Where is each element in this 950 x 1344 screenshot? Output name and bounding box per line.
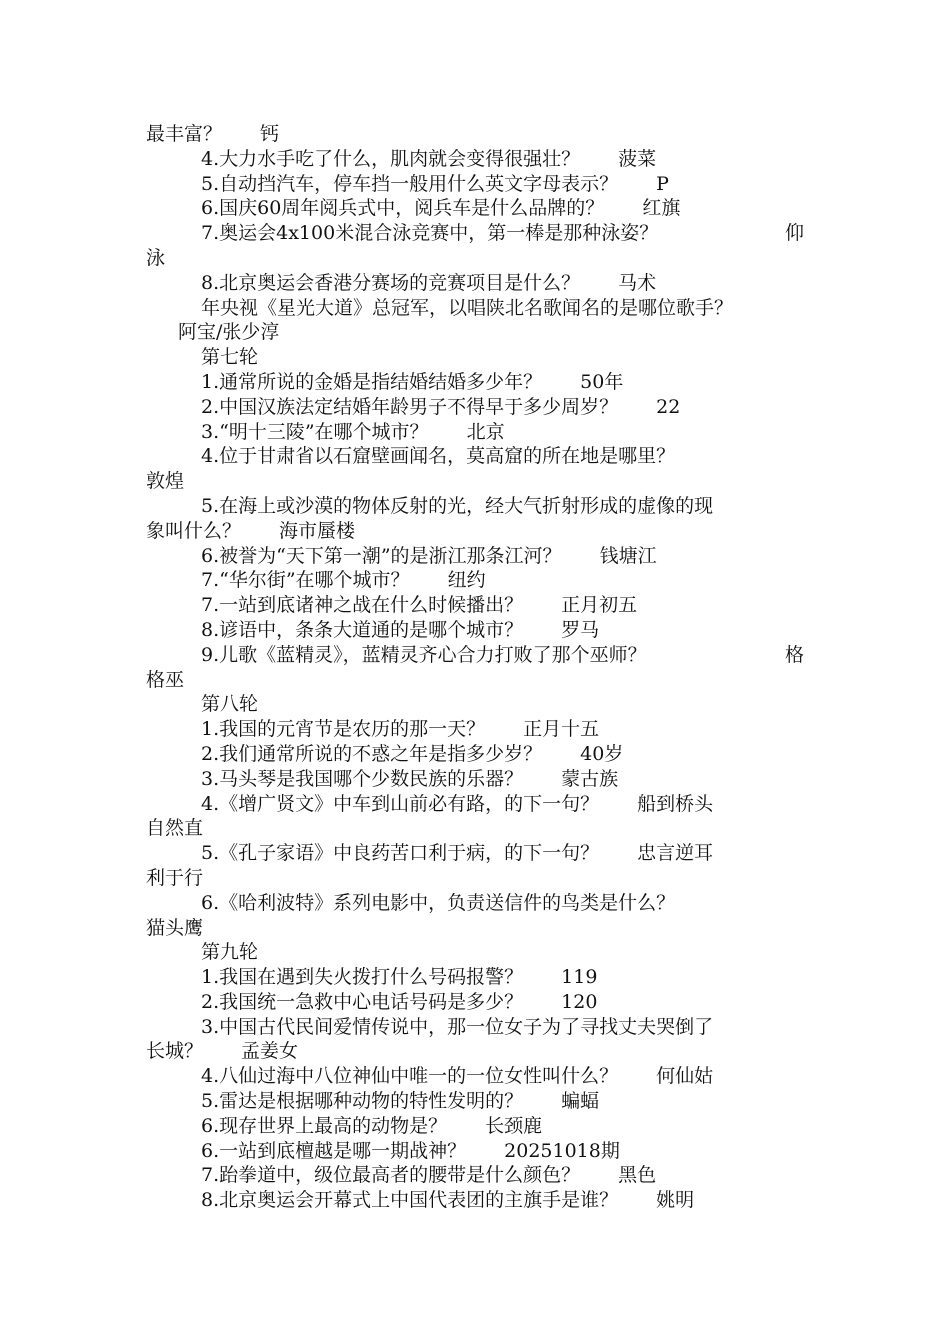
quiz-line bbox=[0, 841, 950, 866]
quiz-line bbox=[0, 296, 950, 321]
answer-text: 孟姜女 bbox=[241, 1040, 299, 1063]
line-text: 5.自动挡汽车，停车挡一般用什么英文字母表示？ bbox=[201, 172, 619, 195]
line-text: 4.八仙过海中八位神仙中唯一的一位女性叫什么？ bbox=[201, 1065, 619, 1088]
quiz-line bbox=[0, 544, 950, 569]
line-text: 1.我国的元宵节是农历的那一天？ bbox=[201, 718, 486, 741]
line-text: 8.北京奥运会香港分赛场的竞赛项目是什么？ bbox=[201, 271, 581, 294]
answer-text: 40岁 bbox=[580, 742, 624, 765]
answer-text: 北京 bbox=[466, 420, 505, 443]
quiz-line bbox=[0, 568, 950, 593]
quiz-line bbox=[0, 246, 950, 271]
quiz-line bbox=[0, 420, 950, 445]
line-text: 4.《增广贤文》中车到山前必有路，的下一句？ bbox=[201, 792, 600, 815]
quiz-line bbox=[0, 792, 950, 817]
quiz-line bbox=[0, 668, 950, 693]
line-text: 第八轮 bbox=[201, 693, 259, 716]
line-text: 5.《孔子家语》中良药苦口利于病，的下一句？ bbox=[201, 842, 600, 865]
answer-text: 海市蜃楼 bbox=[279, 519, 356, 542]
quiz-line bbox=[0, 1188, 950, 1213]
line-text: 4.位于甘肃省以石窟壁画闻名，莫高窟的所在地是哪里？ bbox=[201, 445, 676, 468]
line-text: 7.“华尔街”在哪个城市？ bbox=[201, 569, 410, 592]
answer-text: 119 bbox=[561, 966, 598, 989]
answer-text: 20251018期 bbox=[504, 1139, 620, 1162]
answer-text: 钱塘江 bbox=[599, 544, 657, 567]
line-text: 3.马头琴是我国哪个少数民族的乐器？ bbox=[201, 767, 524, 790]
quiz-line bbox=[0, 742, 950, 767]
document-page bbox=[0, 122, 950, 1213]
line-text: 2.中国汉族法定结婚年龄男子不得早于多少周岁？ bbox=[201, 395, 619, 418]
line-text: 7.奥运会4x100米混合泳竞赛中，第一棒是那种泳姿？ bbox=[201, 222, 659, 245]
line-text: 8.北京奥运会开幕式上中国代表团的主旗手是谁？ bbox=[201, 1189, 619, 1212]
line-text: 5.雷达是根据哪种动物的特性发明的？ bbox=[201, 1090, 524, 1113]
answer-text: 仰 bbox=[784, 222, 804, 245]
quiz-line bbox=[0, 1064, 950, 1089]
line-text: 格巫 bbox=[146, 668, 185, 691]
line-text: 3.中国古代民间爱情传说中，那一位女子为了寻找丈夫哭倒了 bbox=[201, 1015, 714, 1038]
quiz-line bbox=[0, 965, 950, 990]
line-text: 6.一站到底檀越是哪一期战神？ bbox=[201, 1139, 467, 1162]
quiz-line bbox=[0, 618, 950, 643]
line-text: 利于行 bbox=[146, 866, 204, 889]
quiz-line bbox=[0, 767, 950, 792]
answer-text: 红旗 bbox=[642, 197, 681, 220]
quiz-line bbox=[0, 370, 950, 395]
quiz-line bbox=[0, 469, 950, 494]
quiz-line bbox=[0, 1114, 950, 1139]
line-text: 象叫什么？ bbox=[146, 519, 242, 542]
line-text: 第七轮 bbox=[201, 346, 259, 369]
answer-text: 船到桥头 bbox=[637, 792, 714, 815]
line-text: 6.国庆60周年阅兵式中，阅兵车是什么品牌的？ bbox=[201, 197, 605, 220]
answer-text: 何仙姑 bbox=[656, 1065, 714, 1088]
line-text: 1.通常所说的金婚是指结婚结婚多少年？ bbox=[201, 370, 543, 393]
round-heading bbox=[0, 940, 950, 965]
answer-text: 22 bbox=[656, 395, 681, 418]
quiz-line bbox=[0, 444, 950, 469]
quiz-line bbox=[0, 1039, 950, 1064]
line-text: 泳 bbox=[146, 246, 166, 269]
quiz-line bbox=[0, 816, 950, 841]
quiz-line bbox=[0, 271, 950, 296]
quiz-line bbox=[0, 147, 950, 172]
line-text: 敦煌 bbox=[146, 470, 185, 493]
answer-text: 忠言逆耳 bbox=[637, 842, 714, 865]
quiz-line bbox=[0, 1015, 950, 1040]
quiz-line bbox=[0, 519, 950, 544]
answer-text: 罗马 bbox=[561, 618, 600, 641]
answer-text: 格 bbox=[784, 643, 804, 666]
line-text: 猫头鹰 bbox=[146, 916, 204, 939]
answer-text: 蒙古族 bbox=[561, 767, 619, 790]
answer-text: 蝙蝠 bbox=[561, 1090, 600, 1113]
answer-text: 纽约 bbox=[447, 569, 486, 592]
line-text: 6.被誉为“天下第一潮”的是浙江那条江河？ bbox=[201, 544, 562, 567]
line-text: 8.谚语中，条条大道通的是哪个城市？ bbox=[201, 618, 524, 641]
line-text: 年央视《星光大道》总冠军，以唱陕北名歌闻名的是哪位歌手？ bbox=[201, 296, 734, 319]
line-text: 最丰富？ bbox=[146, 123, 223, 145]
answer-text: 钙 bbox=[260, 123, 280, 145]
line-text: 2.我们通常所说的不惑之年是指多少岁？ bbox=[201, 742, 543, 765]
answer-text: 正月十五 bbox=[523, 718, 600, 741]
round-heading bbox=[0, 692, 950, 717]
line-text: 2.我国统一急救中心电话号码是多少？ bbox=[201, 990, 524, 1013]
line-text: 自然直 bbox=[146, 817, 204, 840]
line-text: 长城？ bbox=[146, 1040, 204, 1063]
line-text: 5.在海上或沙漠的物体反射的光，经大气折射形成的虚像的现 bbox=[201, 494, 714, 517]
quiz-line bbox=[0, 1163, 950, 1188]
line-text: 阿宝/张少淳 bbox=[178, 321, 280, 344]
quiz-line bbox=[0, 717, 950, 742]
line-text: 第九轮 bbox=[201, 941, 259, 964]
quiz-line bbox=[0, 494, 950, 519]
quiz-line bbox=[0, 196, 950, 221]
answer-text: 正月初五 bbox=[561, 594, 638, 617]
quiz-line bbox=[0, 221, 950, 246]
answer-text: 黑色 bbox=[618, 1164, 657, 1187]
answer-text: 姚明 bbox=[656, 1189, 695, 1212]
quiz-line bbox=[0, 643, 950, 668]
answer-text: P bbox=[656, 172, 669, 195]
quiz-line bbox=[0, 990, 950, 1015]
quiz-line bbox=[0, 593, 950, 618]
answer-text: 长颈鹿 bbox=[485, 1114, 543, 1137]
quiz-line bbox=[0, 1089, 950, 1114]
line-text: 6.《哈利波特》系列电影中，负责送信件的鸟类是什么？ bbox=[201, 891, 676, 914]
answer-text: 50年 bbox=[580, 370, 624, 393]
line-text: 4.大力水手吃了什么，肌肉就会变得很强壮？ bbox=[201, 147, 581, 170]
round-heading bbox=[0, 345, 950, 370]
quiz-line bbox=[0, 891, 950, 916]
quiz-line bbox=[0, 866, 950, 891]
quiz-line bbox=[0, 916, 950, 941]
quiz-line bbox=[0, 395, 950, 420]
answer-text: 马术 bbox=[618, 271, 657, 294]
line-text: 3.“明十三陵”在哪个城市？ bbox=[201, 420, 429, 443]
line-text: 7.跆拳道中，级位最高者的腰带是什么颜色？ bbox=[201, 1164, 581, 1187]
quiz-line bbox=[0, 320, 950, 345]
quiz-line bbox=[0, 122, 950, 147]
quiz-line bbox=[0, 172, 950, 197]
line-text: 6.现存世界上最高的动物是？ bbox=[201, 1114, 448, 1137]
line-text: 7.一站到底诸神之战在什么时候播出？ bbox=[201, 594, 524, 617]
answer-text: 菠菜 bbox=[618, 147, 657, 170]
quiz-line bbox=[0, 1139, 950, 1164]
line-text: 9.儿歌《蓝精灵》，蓝精灵齐心合力打败了那个巫师？ bbox=[201, 643, 647, 666]
answer-text: 120 bbox=[561, 990, 598, 1013]
line-text: 1.我国在遇到失火拨打什么号码报警？ bbox=[201, 966, 524, 989]
